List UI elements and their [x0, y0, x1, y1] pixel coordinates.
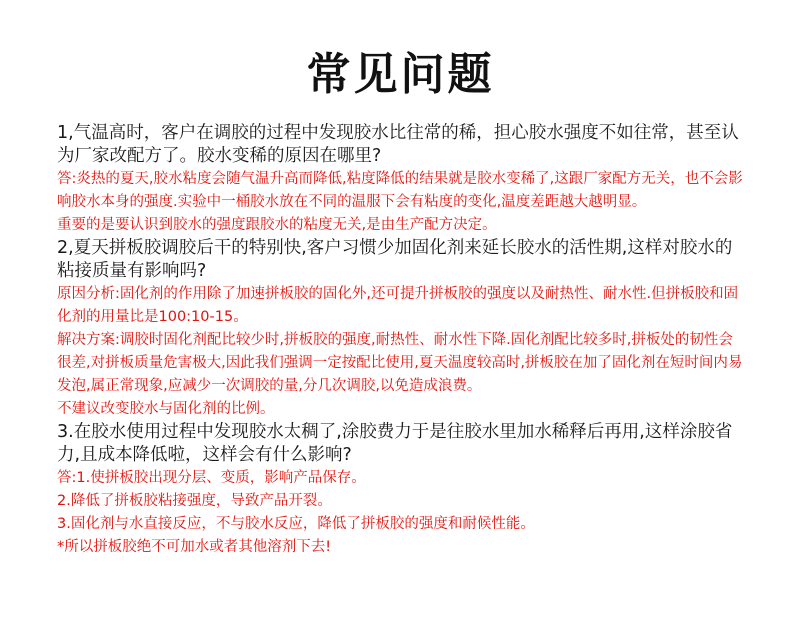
question-1: 1,气温高时，客户在调胶的过程中发现胶水比往常的稀，担心胶水强度不如往常，甚至认为厂家改配方了。胶水变稀的原因在哪里? — [57, 123, 739, 166]
question-2: 2,夏天拼板胶调胶后干的特别快,客户习惯少加固化剂来延长胶水的活性期,这样对胶水的粘接质量有影响吗? — [57, 238, 733, 281]
page-title: 常见问题 — [306, 49, 495, 100]
answer-3-warning: *所以拼板胶绝不可加水或者其他溶剂下去! — [57, 539, 332, 555]
answer-2-note: 不建议改变胶水与固化剂的比例。 — [57, 401, 275, 417]
answer-3-item-3: 3.固化剂与水直接反应，不与胶水反应，降低了拼板胶的强度和耐候性能。 — [57, 516, 535, 532]
answer-2-analysis: 原因分析:固化剂的作用除了加速拼板胶的固化外,还可提升拼板胶的强度以及耐热性、耐水性.但拼板胶和固化剂的用量比是100:10-15。 — [57, 286, 739, 325]
answer-1: 答:炎热的夏天,胶水粘度会随气温升高而降低,粘度降低的结果就是胶水变稀了,这跟厂家配方无关，也不会影响胶水本身的强度.实验中一桶胶水放在不同的温服下会有粘度的变化,温度差距越大越明显。 — [57, 171, 743, 210]
answer-3-item-2: 2.降低了拼板胶粘接强度，导致产品开裂。 — [57, 493, 332, 509]
answer-3-item-1: 答:1.使拼板胶出现分层、变质，影响产品保存。 — [57, 470, 366, 486]
answer-1-note: 重要的是要认识到胶水的强度跟胶水的粘度无关,是由生产配方决定。 — [57, 217, 497, 233]
faq-content — [57, 122, 744, 559]
question-3: 3.在胶水使用过程中发现胶水太稠了,涂胶费力于是往胶水里加水稀释后再用,这样涂胶省力,且成本降低啦，这样会有什么影响? — [57, 422, 733, 465]
answer-2-solution: 解决方案:调胶时固化剂配比较少时,拼板胶的强度,耐热性、耐水性下降.固化剂配比较多时,拼板处的韧性会很差,对拼板质量危害极大,因此我们强调一定按配比使用,夏天温度较高时,拼板胶在加了固化剂在短时间内易发泡,属正常现象,应减少一次调胶的量,分几次调胶,以免造成浪费。 — [57, 332, 743, 394]
